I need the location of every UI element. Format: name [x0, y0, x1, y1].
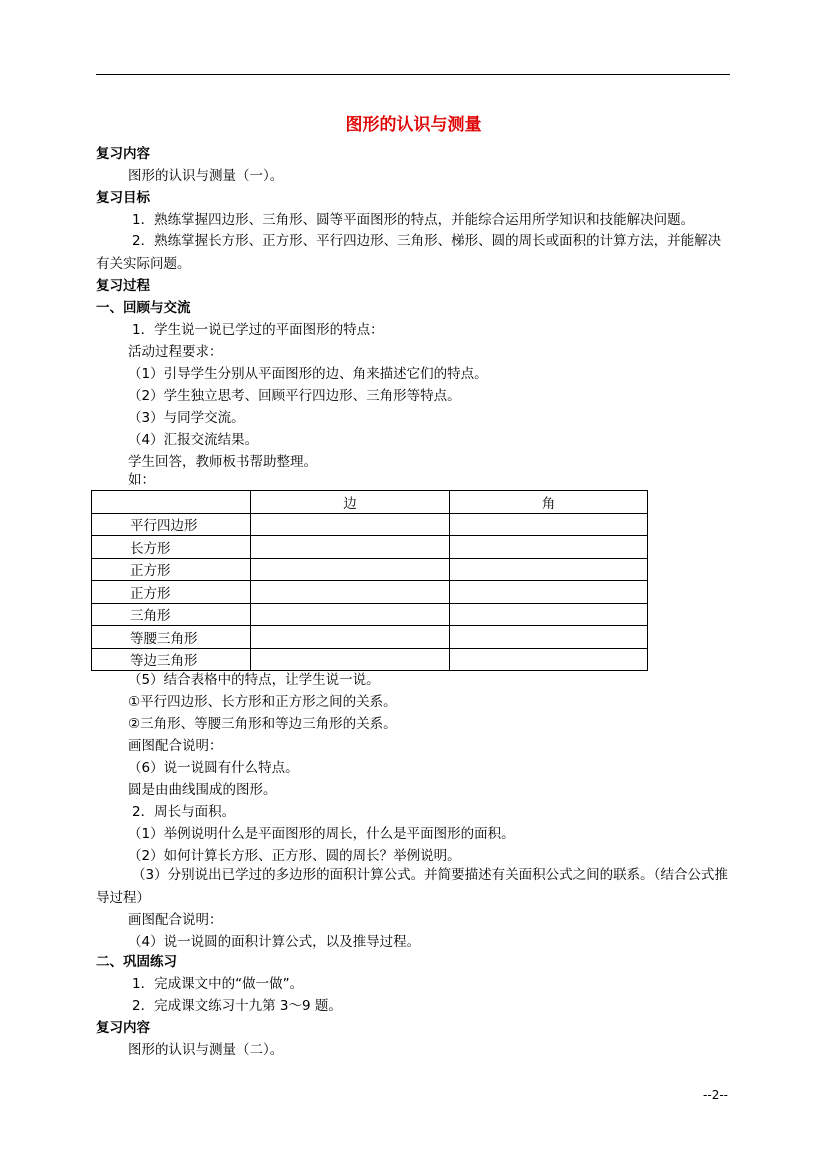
- table-cell: [251, 648, 450, 671]
- table-cell: 三角形: [92, 603, 251, 626]
- table-cell: 长方形: [92, 536, 251, 559]
- paragraph: （4）汇报交流结果。: [128, 432, 259, 448]
- table-cell: [450, 513, 648, 536]
- paragraph: 画图配合说明：: [128, 912, 223, 928]
- table-cell: [251, 513, 450, 536]
- paragraph: （6）说一说圆有什么特点。: [128, 760, 299, 776]
- table-cell: [251, 536, 450, 559]
- table-cell: [450, 626, 648, 649]
- paragraph: （1）引导学生分别从平面图形的边、角来描述它们的特点。: [128, 366, 488, 382]
- table-row: [92, 536, 648, 559]
- paragraph: 2．完成课文练习十九第 3～9 题。: [132, 998, 342, 1014]
- paragraph: （4）说一说圆的面积计算公式，以及推导过程。: [128, 934, 421, 950]
- table-cell: [450, 558, 648, 581]
- table-cell: [450, 536, 648, 559]
- table-row: [92, 581, 648, 604]
- table-cell: 等腰三角形: [92, 626, 251, 649]
- table-header-row: [92, 491, 648, 514]
- table-cell: 等边三角形: [92, 648, 251, 671]
- section-heading: 二、巩固练习: [96, 954, 177, 970]
- paragraph: 2．周长与面积。: [132, 804, 236, 820]
- table-cell: [251, 603, 450, 626]
- paragraph: （5）结合表格中的特点，让学生说一说。: [128, 672, 380, 688]
- table-row: [92, 513, 648, 536]
- table-cell: [251, 558, 450, 581]
- table-header-cell: 角: [450, 491, 648, 514]
- paragraph: 图形的认识与测量（一）。: [128, 168, 284, 184]
- paragraph: 1．熟练掌握四边形、三角形、圆等平面图形的特点，并能综合运用所学知识和技能解决问题。: [132, 212, 695, 228]
- paragraph: （3）与同学交流。: [128, 410, 245, 426]
- document-title: 图形的认识与测量: [345, 115, 482, 135]
- table-cell: [450, 603, 648, 626]
- paragraph: 1．完成课文中的“做一做”。: [132, 976, 304, 992]
- table-cell: 平行四边形: [92, 513, 251, 536]
- paragraph: 1．学生说一说已学过的平面图形的特点：: [132, 322, 384, 338]
- paragraph: ①平行四边形、长方形和正方形之间的关系。: [128, 694, 397, 710]
- paragraph: （2）学生独立思考、回顾平行四边形、三角形等特点。: [128, 388, 461, 404]
- section-heading: 复习内容: [96, 146, 150, 162]
- header-rule: [96, 74, 730, 75]
- table-row: [92, 558, 648, 581]
- section-heading: 复习过程: [96, 278, 150, 294]
- paragraph: （3）分别说出已学过的多边形的面积计算公式。并简要描述有关面积公式之间的联系。（结合公式推导过程）: [96, 867, 728, 906]
- page-number: --2--: [703, 1088, 728, 1102]
- table-cell: 正方形: [92, 558, 251, 581]
- table-header-cell: [92, 491, 251, 514]
- paragraph: 图形的认识与测量（二）。: [128, 1042, 284, 1058]
- section-heading: 复习目标: [96, 190, 150, 206]
- table-row: [92, 648, 648, 671]
- paragraph: 如：: [128, 472, 155, 488]
- section-heading: 复习内容: [96, 1020, 150, 1036]
- table-cell: [251, 626, 450, 649]
- table-header-cell: 边: [251, 491, 450, 514]
- table-cell: [450, 648, 648, 671]
- table-cell: [251, 581, 450, 604]
- section-heading: 一、回顾与交流: [96, 300, 191, 316]
- paragraph: （1）举例说明什么是平面图形的周长，什么是平面图形的面积。: [128, 826, 515, 842]
- table-row: [92, 626, 648, 649]
- paragraph: 画图配合说明：: [128, 738, 223, 754]
- table-row: [92, 603, 648, 626]
- paragraph: 学生回答，教师板书帮助整理。: [128, 454, 317, 470]
- table-cell: [450, 581, 648, 604]
- paragraph: （2）如何计算长方形、正方形、圆的周长？举例说明。: [128, 848, 461, 864]
- paragraph: ②三角形、等腰三角形和等边三角形的关系。: [128, 716, 397, 732]
- shapes-table: [91, 490, 648, 671]
- paragraph: 活动过程要求：: [128, 344, 223, 360]
- table-cell: 正方形: [92, 581, 251, 604]
- paragraph: 圆是由曲线围成的图形。: [128, 782, 277, 798]
- paragraph: 2．熟练掌握长方形、正方形、平行四边形、三角形、梯形、圆的周长或面积的计算方法，并能解决有关实际问题。: [96, 233, 722, 272]
